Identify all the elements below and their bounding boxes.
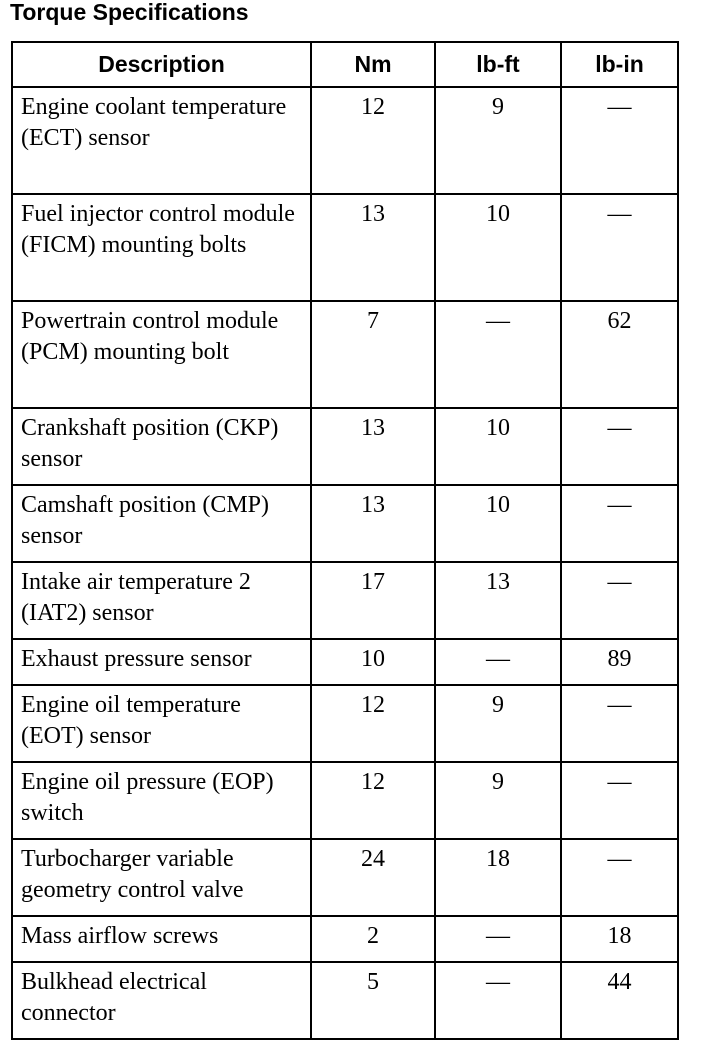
nm-cell: 7 (311, 301, 435, 408)
torque-spec-table (11, 41, 679, 1040)
table-header-row (12, 42, 678, 87)
description-cell: Fuel injector control module (FICM) mounting bolts (12, 194, 311, 301)
lb-ft-cell: 9 (435, 87, 561, 194)
table-row (12, 562, 678, 639)
nm-cell: 5 (311, 962, 435, 1039)
lb-in-cell: — (561, 87, 678, 194)
lb-in-cell: — (561, 194, 678, 301)
header-lb-in: lb-in (561, 42, 678, 87)
description-cell: Engine oil pressure (EOP) switch (12, 762, 311, 839)
nm-cell: 17 (311, 562, 435, 639)
description-cell: Powertrain control module (PCM) mounting bolt (12, 301, 311, 408)
nm-cell: 12 (311, 685, 435, 762)
table-row (12, 916, 678, 962)
table-row (12, 301, 678, 408)
lb-ft-cell: 18 (435, 839, 561, 916)
lb-ft-cell: — (435, 962, 561, 1039)
table-row (12, 762, 678, 839)
description-cell: Intake air temperature 2 (IAT2) sensor (12, 562, 311, 639)
lb-ft-cell: 9 (435, 685, 561, 762)
lb-in-cell: — (561, 685, 678, 762)
lb-ft-cell: 10 (435, 194, 561, 301)
table-row (12, 87, 678, 194)
table-row (12, 962, 678, 1039)
lb-in-cell: 62 (561, 301, 678, 408)
lb-in-cell: — (561, 762, 678, 839)
description-cell: Exhaust pressure sensor (12, 639, 311, 685)
lb-ft-cell: — (435, 916, 561, 962)
description-cell: Mass airflow screws (12, 916, 311, 962)
description-cell: Crankshaft position (CKP) sensor (12, 408, 311, 485)
description-cell: Camshaft position (CMP) sensor (12, 485, 311, 562)
lb-in-cell: — (561, 839, 678, 916)
lb-ft-cell: — (435, 301, 561, 408)
lb-in-cell: — (561, 408, 678, 485)
table-row (12, 685, 678, 762)
table-row (12, 839, 678, 916)
page-title: Torque Specifications (10, 0, 249, 25)
nm-cell: 13 (311, 485, 435, 562)
description-cell: Bulkhead electrical connector (12, 962, 311, 1039)
lb-ft-cell: 10 (435, 485, 561, 562)
nm-cell: 13 (311, 408, 435, 485)
lb-in-cell: — (561, 562, 678, 639)
lb-in-cell: 18 (561, 916, 678, 962)
table-row (12, 639, 678, 685)
nm-cell: 24 (311, 839, 435, 916)
lb-ft-cell: 9 (435, 762, 561, 839)
table-row (12, 194, 678, 301)
lb-ft-cell: 13 (435, 562, 561, 639)
table-row (12, 408, 678, 485)
description-cell: Turbocharger variable geometry control valve (12, 839, 311, 916)
table-row (12, 485, 678, 562)
lb-ft-cell: — (435, 639, 561, 685)
nm-cell: 13 (311, 194, 435, 301)
lb-in-cell: 44 (561, 962, 678, 1039)
lb-in-cell: — (561, 485, 678, 562)
nm-cell: 12 (311, 87, 435, 194)
lb-in-cell: 89 (561, 639, 678, 685)
nm-cell: 2 (311, 916, 435, 962)
description-cell: Engine coolant temperature (ECT) sensor (12, 87, 311, 194)
description-cell: Engine oil temperature (EOT) sensor (12, 685, 311, 762)
header-description: Description (12, 42, 311, 87)
nm-cell: 10 (311, 639, 435, 685)
nm-cell: 12 (311, 762, 435, 839)
header-nm: Nm (311, 42, 435, 87)
header-lb-ft: lb-ft (435, 42, 561, 87)
lb-ft-cell: 10 (435, 408, 561, 485)
